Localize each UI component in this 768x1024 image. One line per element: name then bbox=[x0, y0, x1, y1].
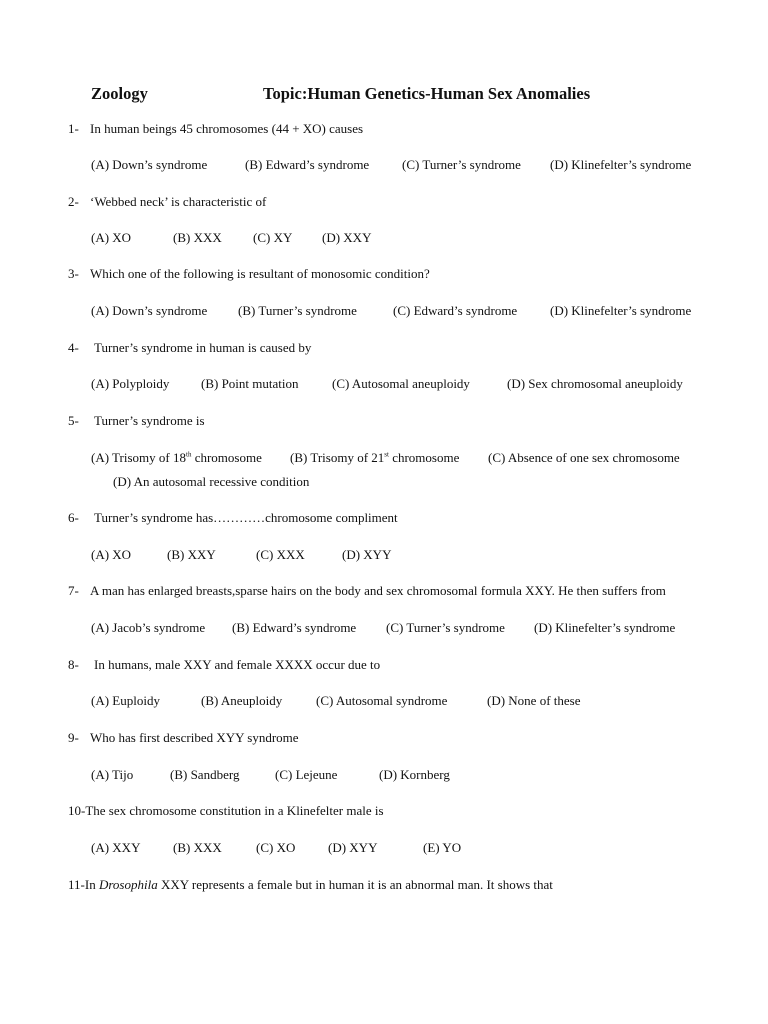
option-a: (A) Polyploidy bbox=[91, 376, 170, 391]
option-a: (A) XO bbox=[91, 547, 132, 562]
option-b: (B) XXX bbox=[173, 840, 222, 855]
question-4 bbox=[68, 340, 311, 356]
option-c: (C) Turner’s syndrome bbox=[386, 620, 505, 635]
option-d: (D) Klinefelter’s syndrome bbox=[550, 303, 692, 318]
option-c: (C) Turner’s syndrome bbox=[402, 157, 521, 172]
question-11 bbox=[68, 877, 553, 893]
topic-title: Topic:Human Genetics-Human Sex Anomalies bbox=[263, 84, 591, 103]
question-8 bbox=[68, 657, 380, 673]
option-d: (D) Klinefelter’s syndrome bbox=[550, 157, 692, 172]
option-b: (B) Trisomy of 21st chromosome bbox=[290, 450, 460, 465]
question-number: 10- bbox=[68, 803, 86, 818]
option-a: (A) Euploidy bbox=[91, 693, 160, 708]
option-d: (D) XYY bbox=[328, 840, 378, 855]
option-b: (B) XXX bbox=[173, 230, 222, 245]
option-e: (E) YO bbox=[423, 840, 462, 855]
question-text: ‘Webbed neck’ is characteristic of bbox=[90, 194, 267, 209]
question-number: 4- bbox=[68, 340, 79, 355]
option-a: (A) Tijo bbox=[91, 767, 134, 782]
option-a: (A) Trisomy of 18th chromosome bbox=[91, 450, 262, 465]
option-c: (C) XO bbox=[256, 840, 296, 855]
question-1 bbox=[68, 121, 363, 137]
question-text: Which one of the following is resultant of monosomic condition? bbox=[90, 266, 430, 281]
option-d: (D) None of these bbox=[487, 693, 581, 708]
option-d: (D) XXY bbox=[322, 230, 372, 245]
option-b: (B) XXY bbox=[167, 547, 216, 562]
option-b: (B) Point mutation bbox=[201, 376, 299, 391]
question-text: A man has enlarged breasts,sparse hairs on the body and sex chromosomal formula XXY. He then suffers from bbox=[90, 583, 666, 598]
option-c: (C) Edward’s syndrome bbox=[393, 303, 518, 318]
option-b: (B) Aneuploidy bbox=[201, 693, 283, 708]
option-d: (D) XYY bbox=[342, 547, 392, 562]
question-text: The sex chromosome constitution in a Klinefelter male is bbox=[85, 803, 384, 818]
question-2 bbox=[68, 194, 266, 210]
option-a: (A) XO bbox=[91, 230, 132, 245]
question-6 bbox=[68, 510, 398, 526]
option-b: (B) Edward’s syndrome bbox=[245, 157, 370, 172]
option-c: (C) Autosomal syndrome bbox=[316, 693, 448, 708]
option-a: (A) Down’s syndrome bbox=[91, 157, 208, 172]
question-9 bbox=[68, 730, 299, 746]
option-a: (A) XXY bbox=[91, 840, 141, 855]
question-7 bbox=[68, 583, 666, 599]
option-d: (D) Kornberg bbox=[379, 767, 450, 782]
option-c: (C) XXX bbox=[256, 547, 305, 562]
question-text: Turner’s syndrome is bbox=[94, 413, 205, 428]
option-d: (D) Sex chromosomal aneuploidy bbox=[507, 376, 683, 391]
question-number: 6- bbox=[68, 510, 79, 525]
question-text: Who has first described XYY syndrome bbox=[90, 730, 299, 745]
question-number: 2- bbox=[68, 194, 79, 209]
italic-term: Drosophila bbox=[98, 877, 158, 892]
question-text: In humans, male XXY and female XXXX occur due to bbox=[94, 657, 381, 672]
question-text: In Drosophila XXY represents a female but in human it is an abnormal man. It shows that bbox=[84, 877, 553, 892]
question-number: 1- bbox=[68, 121, 79, 136]
option-a: (A) Jacob’s syndrome bbox=[91, 620, 206, 635]
option-d: (D) Klinefelter’s syndrome bbox=[534, 620, 676, 635]
option-c: (C) Autosomal aneuploidy bbox=[332, 376, 470, 391]
option-b: (B) Turner’s syndrome bbox=[238, 303, 357, 318]
option-b: (B) Edward’s syndrome bbox=[232, 620, 357, 635]
question-text: Turner’s syndrome has…………chromosome compliment bbox=[94, 510, 398, 525]
subject-title: Zoology bbox=[91, 84, 148, 103]
question-number: 7- bbox=[68, 583, 79, 598]
option-c: (C) Lejeune bbox=[275, 767, 338, 782]
question-number: 5- bbox=[68, 413, 79, 428]
question-3 bbox=[68, 266, 430, 282]
option-c: (C) XY bbox=[253, 230, 293, 245]
question-text: In human beings 45 chromosomes (44 + XO) causes bbox=[90, 121, 364, 136]
option-d: (D) An autosomal recessive condition bbox=[113, 474, 310, 489]
question-number: 9- bbox=[68, 730, 79, 745]
question-10 bbox=[68, 803, 384, 819]
option-a: (A) Down’s syndrome bbox=[91, 303, 208, 318]
question-number: 8- bbox=[68, 657, 79, 672]
question-number: 3- bbox=[68, 266, 79, 281]
question-number: 11- bbox=[68, 877, 85, 892]
question-5 bbox=[68, 413, 205, 429]
option-c: (C) Absence of one sex chromosome bbox=[488, 450, 680, 465]
option-b: (B) Sandberg bbox=[170, 767, 240, 782]
question-text: Turner’s syndrome in human is caused by bbox=[94, 340, 312, 355]
